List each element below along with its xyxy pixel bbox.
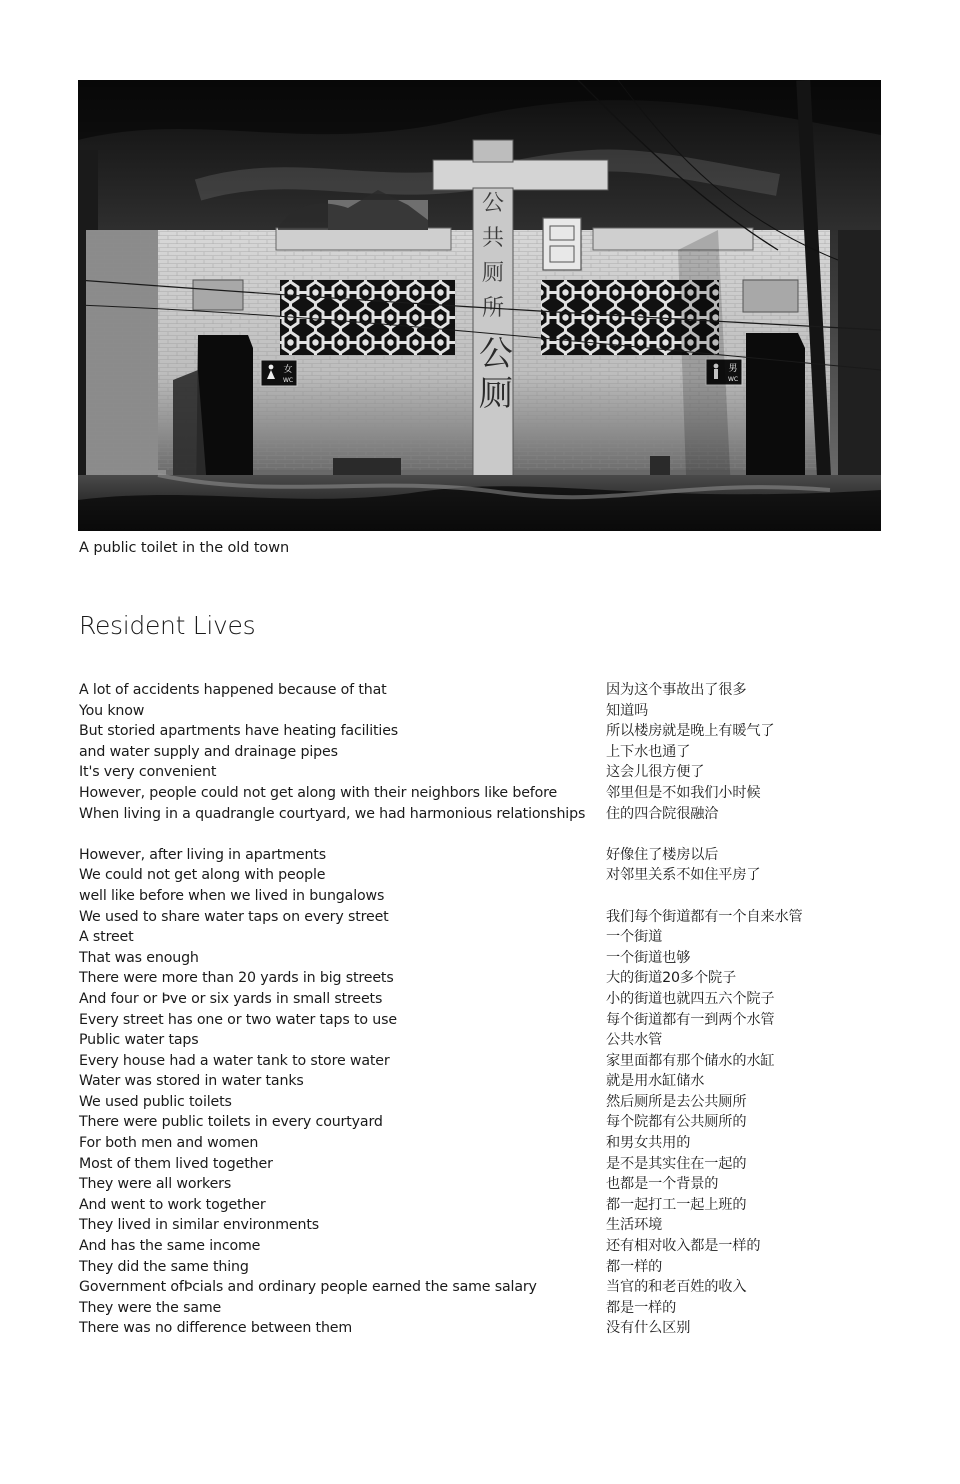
english-transcript-line: But storied apartments have heating facilities [79, 723, 399, 740]
women-wc-sign [261, 360, 297, 386]
section-title: Resident Lives [79, 611, 256, 640]
chinese-transcript-line: 是不是其实住在一起的 [606, 1155, 747, 1172]
chinese-transcript-line: 当官的和老百姓的收入 [606, 1279, 747, 1296]
svg-text:公: 公 [481, 191, 505, 216]
english-transcript-line: That was enough [79, 949, 199, 966]
chinese-transcript-line: 上下水也通了 [606, 743, 691, 760]
english-transcript-line: You know [79, 702, 145, 719]
chinese-transcript-line: 每个街道都有一到两个水管 [606, 1011, 775, 1028]
english-transcript-line: and water supply and drainage pipes [79, 743, 338, 760]
chinese-transcript-line: 一个街道也够 [606, 949, 691, 966]
chinese-transcript-line: 都一样的 [606, 1258, 663, 1275]
chinese-transcript-line: 好像住了楼房以后 [606, 846, 719, 863]
chinese-transcript-line: 还有相对收入都是一样的 [606, 1238, 761, 1255]
chinese-transcript-line: 大的街道20多个院子 [606, 970, 737, 987]
svg-text:所: 所 [481, 296, 505, 321]
english-transcript-line: We used public toilets [79, 1093, 232, 1110]
english-transcript-line: A lot of accidents happened because of that [79, 682, 387, 698]
english-transcript-line: We could not get along with people [79, 867, 326, 884]
english-transcript-line: However, people could not get along with their neighbors like before [79, 784, 558, 801]
chinese-transcript-line [606, 824, 906, 845]
english-transcript-line: There was no difference between them [79, 1320, 353, 1337]
photo-caption: A public toilet in the old town [79, 540, 290, 556]
svg-text:共: 共 [481, 226, 505, 251]
chinese-transcript-line: 然后厕所是去公共厕所 [606, 1093, 747, 1110]
english-transcript-line: well like before when we lived in bungalows [79, 887, 385, 904]
english-transcript-line: Water was stored in water tanks [79, 1073, 304, 1090]
women-sign-wc: WC [282, 377, 294, 384]
chinese-transcript-line: 生活环境 [606, 1217, 663, 1234]
chinese-transcript-line: 知道吗 [606, 702, 649, 719]
chinese-transcript-line: 我们每个街道都有一个自来水管 [606, 908, 803, 925]
english-transcript-line: Public water taps [79, 1032, 199, 1049]
english-transcript-line: However, after living in apartments [79, 846, 326, 863]
english-transcript-line: When living in a quadrangle courtyard, we had harmonious relationships [79, 805, 586, 822]
chinese-transcript-line: 也都是一个背景的 [606, 1176, 719, 1193]
english-transcript-line [79, 824, 579, 845]
chinese-transcript-line: 对邻里关系不如住平房了 [606, 867, 761, 884]
english-transcript-line: Every house had a water tank to store water [79, 1052, 390, 1069]
chinese-transcript-line: 因为这个事故出了很多 [606, 682, 747, 698]
english-transcript-line: And went to work together [79, 1196, 266, 1213]
svg-text:厕: 厕 [481, 261, 505, 286]
english-transcript-line: There were more than 20 yards in big streets [79, 970, 394, 987]
svg-text:厕: 厕 [479, 374, 513, 414]
men-sign-wc: WC [727, 376, 739, 383]
chinese-transcript-line: 这会儿很方便了 [606, 764, 705, 781]
chinese-transcript-line: 家里面都有那个储水的水缸 [606, 1052, 775, 1069]
english-transcript-line: Government ofÞcials and ordinary people earned the same salary [79, 1279, 537, 1296]
english-transcript-line: And has the same income [79, 1238, 261, 1255]
chinese-transcript-line: 住的四合院很融洽 [606, 805, 719, 822]
chinese-transcript-line: 一个街道 [606, 929, 663, 946]
chinese-transcript-line [606, 886, 906, 907]
chinese-transcript-line: 没有什么区别 [606, 1320, 691, 1337]
chinese-transcript-line: 小的街道也就四五六个院子 [606, 990, 775, 1007]
chinese-transcript-line: 每个院都有公共厕所的 [606, 1114, 747, 1131]
chinese-transcript [606, 680, 906, 1339]
chinese-transcript-line: 所以楼房就是晚上有暖气了 [606, 723, 775, 740]
english-transcript-line: They lived in similar environments [79, 1217, 319, 1234]
english-transcript-line: They were the same [79, 1299, 222, 1316]
english-transcript-line: They were all workers [79, 1176, 232, 1193]
chinese-transcript-line: 都是一样的 [606, 1299, 677, 1316]
english-transcript-line: It's very convenient [79, 764, 217, 781]
public-toilet-photo [78, 80, 881, 531]
chinese-transcript-line: 就是用水缸储水 [606, 1073, 705, 1090]
women-sign-glyph: 女 [283, 365, 293, 375]
english-transcript-line: For both men and women [79, 1135, 259, 1152]
chinese-transcript-line: 邻里但是不如我们小时候 [606, 784, 761, 801]
english-transcript [79, 680, 586, 1339]
english-transcript-line: We used to share water taps on every street [79, 908, 389, 925]
men-sign-glyph: 男 [728, 364, 738, 374]
english-transcript-line: And four or Þve or six yards in small streets [79, 990, 383, 1007]
english-transcript-line: Most of them lived together [79, 1155, 273, 1172]
english-transcript-line: There were public toilets in every courtyard [79, 1114, 383, 1131]
chinese-transcript-line: 公共水管 [606, 1032, 663, 1049]
english-transcript-line: They did the same thing [79, 1258, 249, 1275]
english-transcript-line: Every street has one or two water taps to use [79, 1011, 397, 1028]
chinese-transcript-line: 都一起打工一起上班的 [606, 1196, 747, 1213]
english-transcript-line: A street [79, 929, 134, 946]
chinese-transcript-line: 和男女共用的 [606, 1135, 691, 1152]
svg-text:公: 公 [479, 334, 513, 374]
